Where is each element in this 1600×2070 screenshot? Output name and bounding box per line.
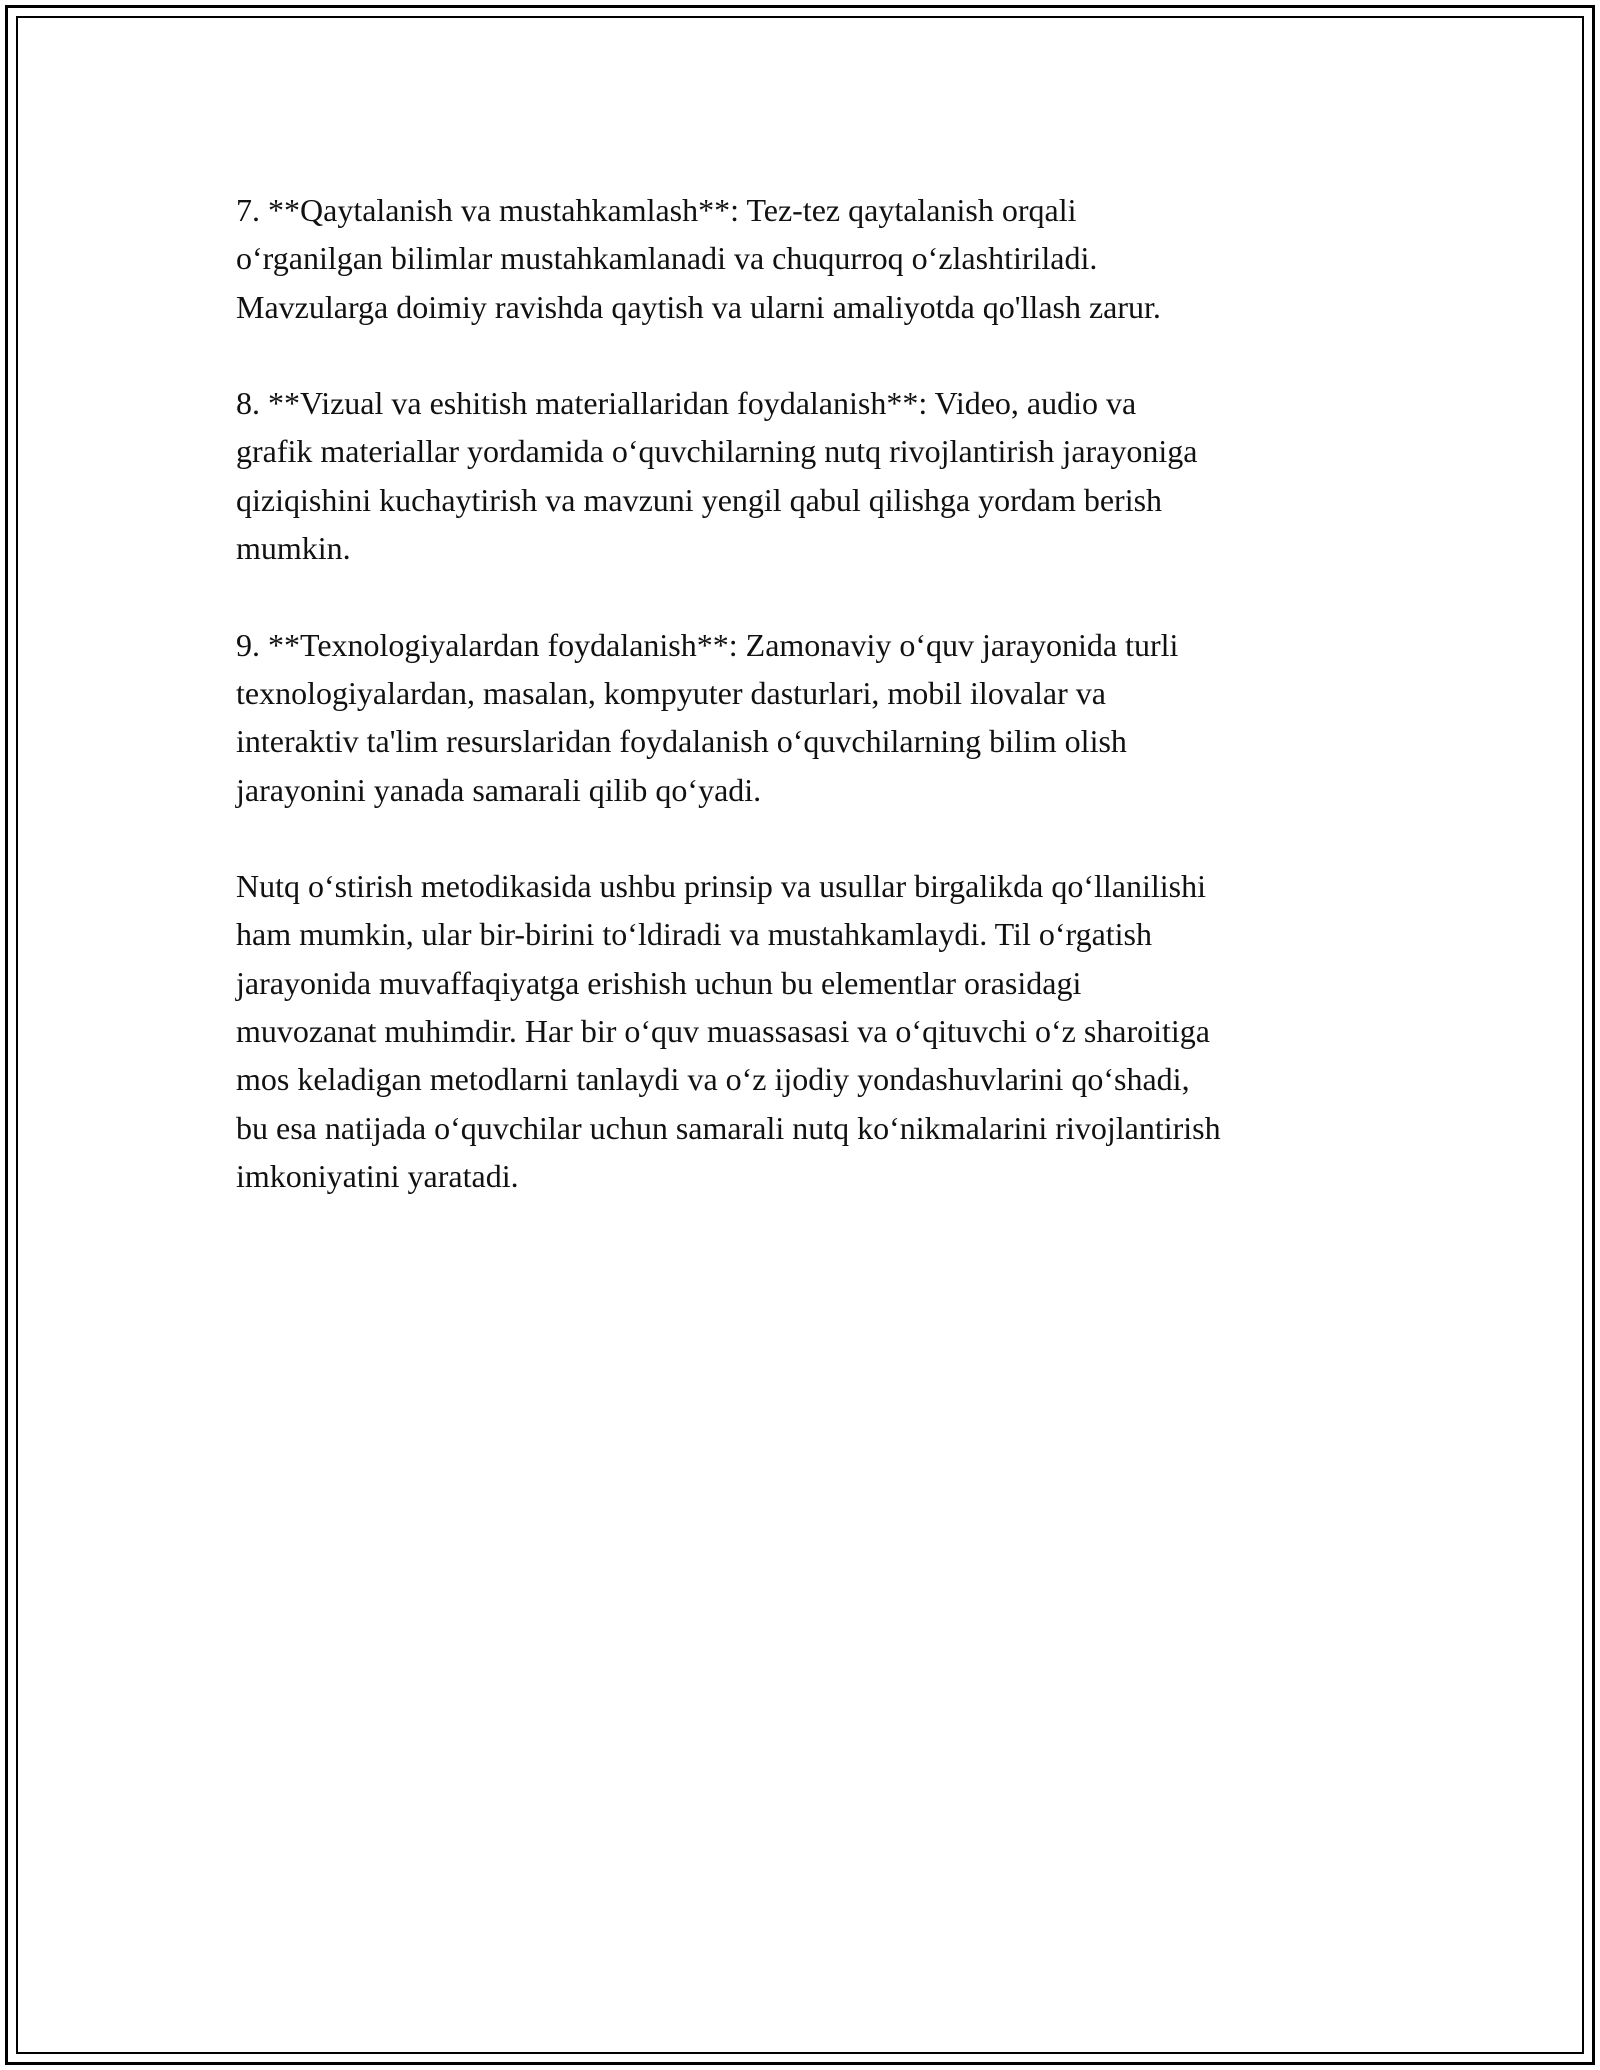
text-line: bu esa natijada oʻquvchilar uchun samarali nutq koʻnikmalarini rivojlantirish	[236, 1109, 1221, 1146]
document-body	[236, 186, 1376, 1249]
text-line: muvozanat muhimdir. Har bir oʻquv muassasasi va oʻqituvchi oʻz sharoitiga	[236, 1013, 1210, 1050]
paragraph-conclusion	[236, 862, 1376, 1200]
text-line: texnologiyalardan, masalan, kompyuter dasturlari, mobil ilovalar va	[236, 674, 1106, 711]
text-line: ham mumkin, ular bir-birini toʻldiradi va mustahkamlaydi. Til oʻrgatish	[236, 916, 1152, 953]
text-line: 8. **Vizual va eshitish materiallaridan foydalanish**: Video, audio va	[236, 385, 1137, 422]
text-line: interaktiv ta'lim resurslaridan foydalanish oʻquvchilarning bilim olish	[236, 723, 1127, 760]
text-line: grafik materiallar yordamida oʻquvchilarning nutq rivojlantirish jarayoniga	[236, 433, 1198, 470]
text-line: jarayonini yanada samarali qilib qoʻyadi.	[236, 771, 762, 808]
text-line: qiziqishini kuchaytirish va mavzuni yengil qabul qilishga yordam berish	[236, 481, 1163, 518]
text-line: 9. **Texnologiyalardan foydalanish**: Zamonaviy oʻquv jarayonida turli	[236, 626, 1179, 663]
text-line: imkoniyatini yaratadi.	[236, 1157, 519, 1194]
paragraph-item-8	[236, 379, 1376, 572]
paragraph-item-7	[236, 186, 1376, 331]
text-line: Mavzularga doimiy ravishda qaytish va ularni amaliyotda qo'llash zarur.	[236, 288, 1161, 325]
text-line: oʻrganilgan bilimlar mustahkamlanadi va chuqurroq oʻzlashtiriladi.	[236, 240, 1098, 277]
text-line: mumkin.	[236, 530, 351, 567]
text-line: Nutq oʻstirish metodikasida ushbu prinsip va usullar birgalikda qoʻllanilishi	[236, 868, 1206, 905]
text-line: mos keladigan metodlarni tanlaydi va oʻz ijodiy yondashuvlarini qoʻshadi,	[236, 1061, 1190, 1098]
text-line: jarayonida muvaffaqiyatga erishish uchun bu elementlar orasidagi	[236, 964, 1082, 1001]
text-line: 7. **Qaytalanish va mustahkamlash**: Tez-tez qaytalanish orqali	[236, 192, 1077, 228]
paragraph-item-9	[236, 621, 1376, 814]
